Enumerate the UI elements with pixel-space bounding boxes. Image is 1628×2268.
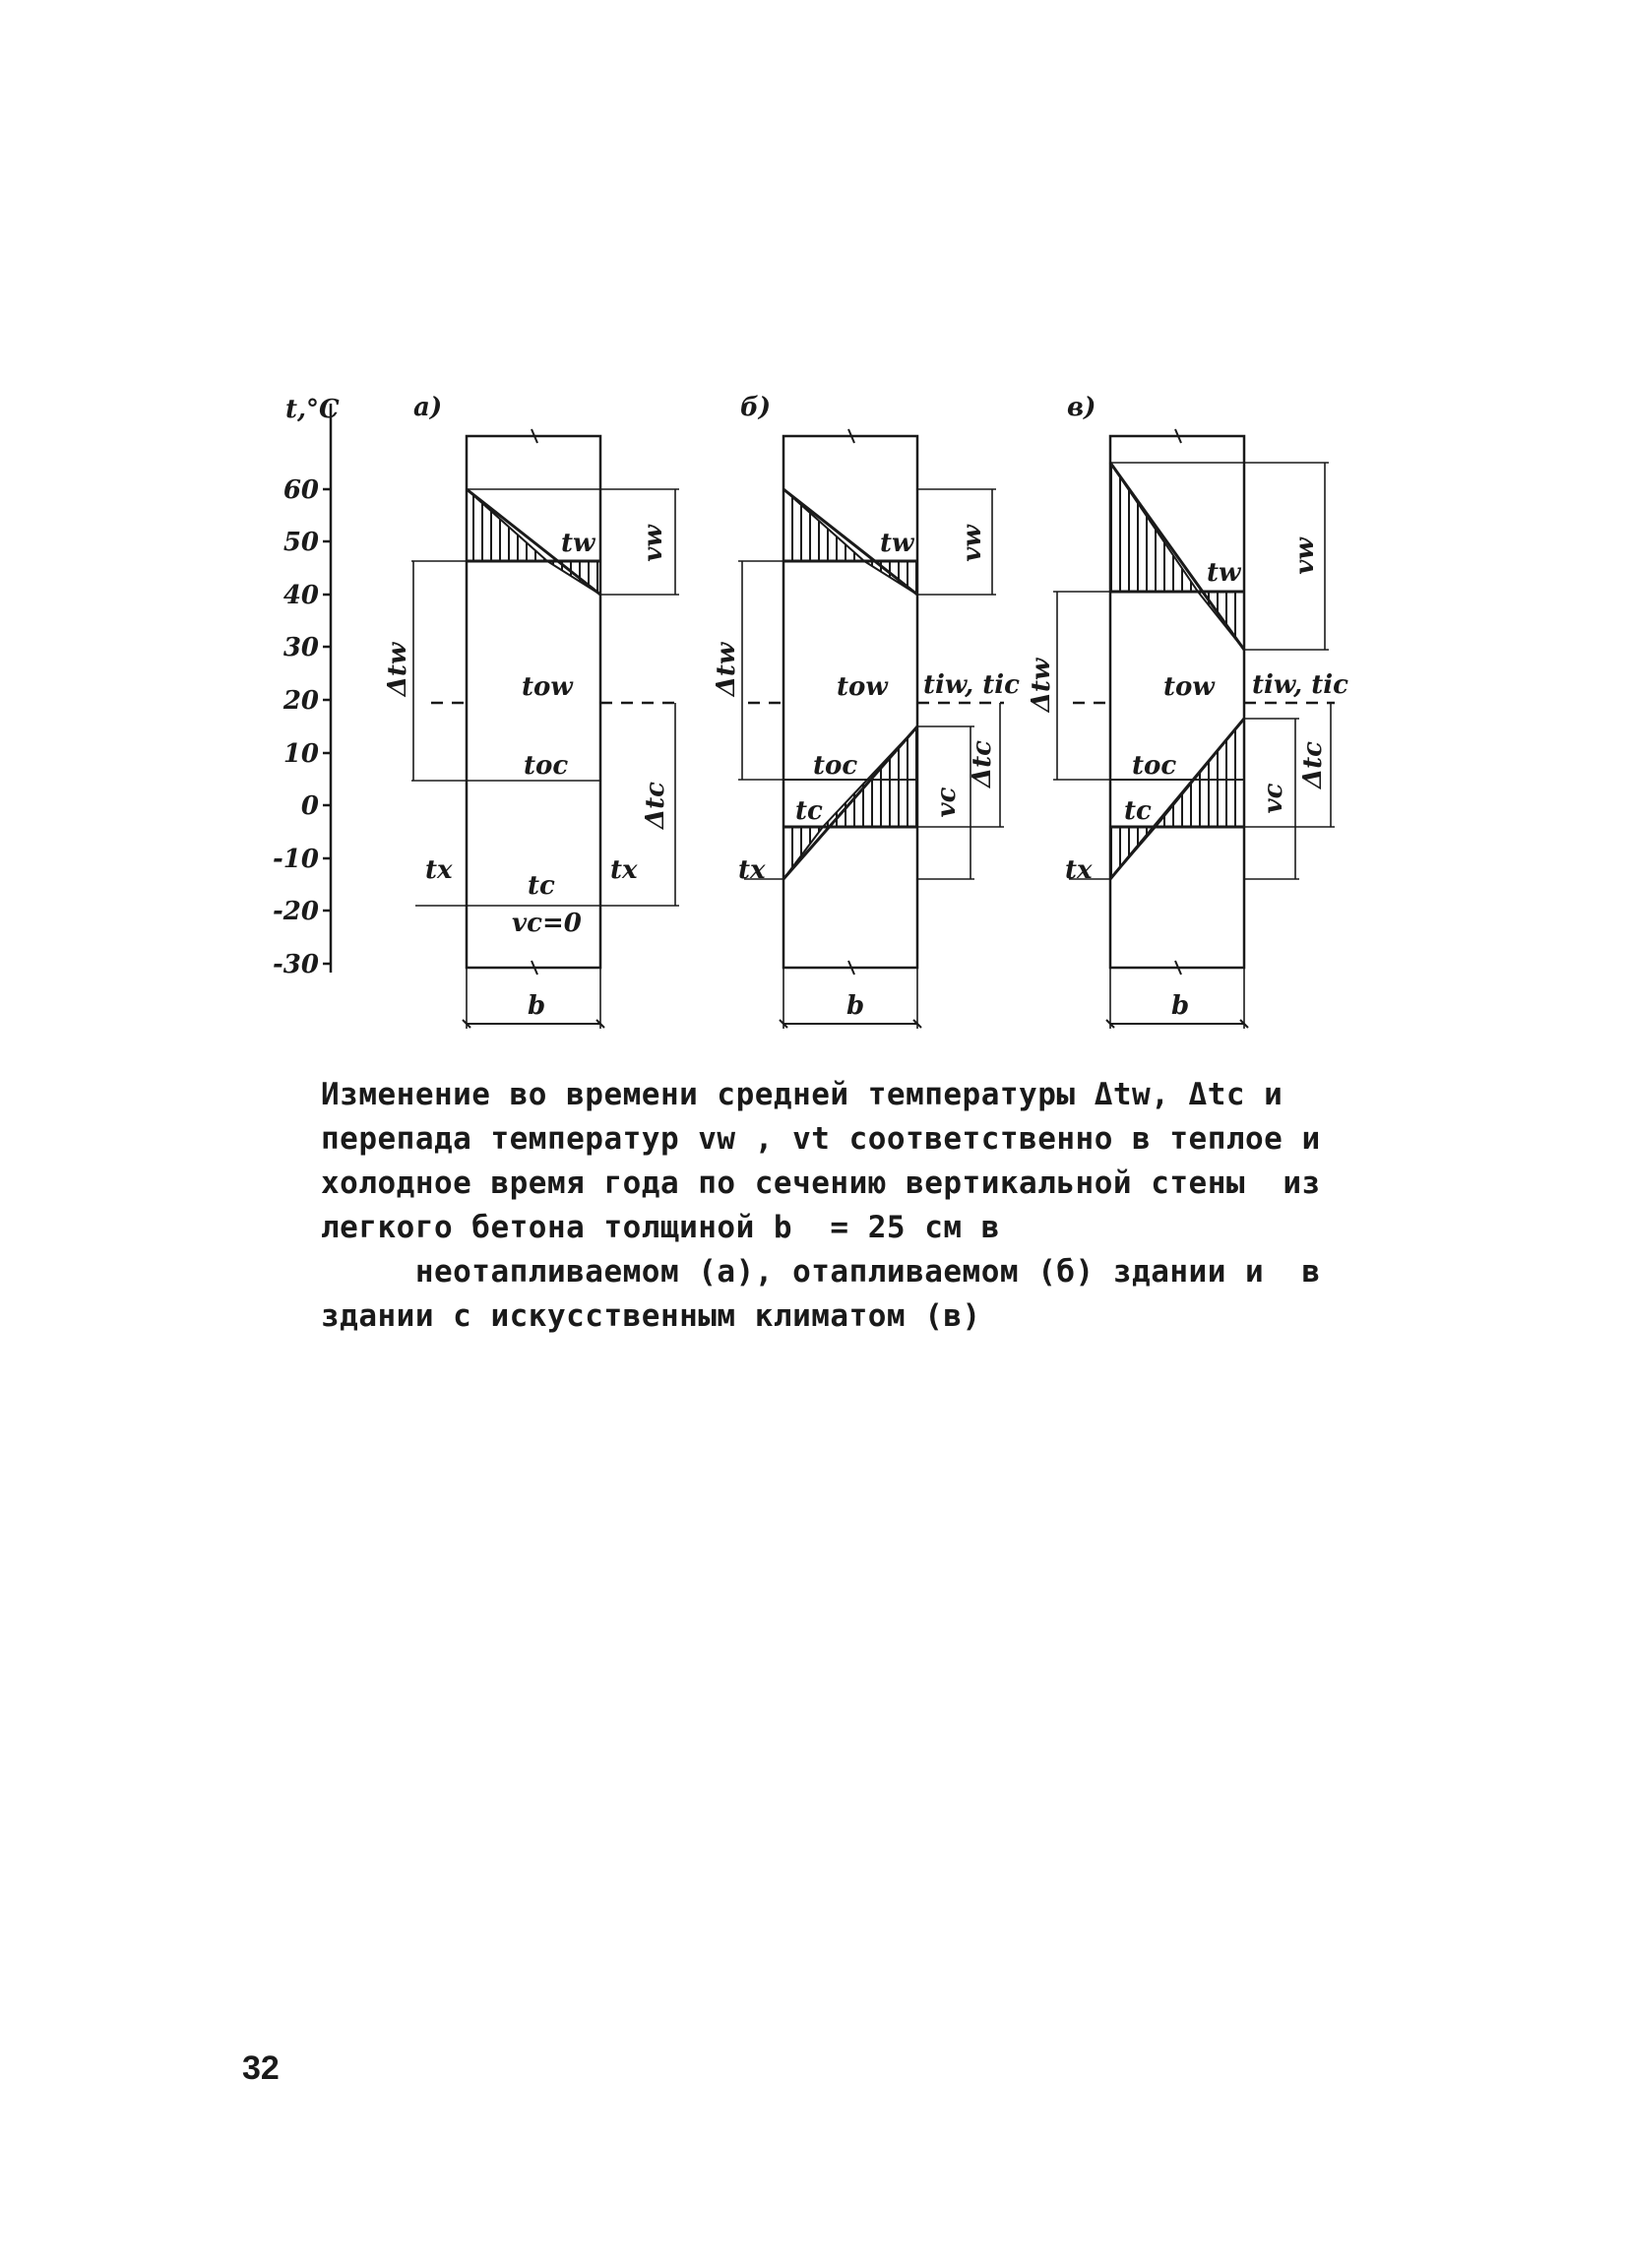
label-vw: vw bbox=[1290, 537, 1320, 575]
label-toc: toc bbox=[1132, 751, 1177, 781]
label-tx: tx bbox=[1065, 855, 1093, 885]
temperature-diagram-figure bbox=[0, 0, 1628, 1043]
label-tx: tx bbox=[610, 855, 638, 885]
label-vc: vc bbox=[1259, 783, 1288, 814]
label-tw: tw bbox=[561, 529, 595, 558]
label-tc: tc bbox=[1124, 796, 1152, 826]
tick-label: -30 bbox=[273, 950, 319, 979]
tick-label: 10 bbox=[282, 739, 319, 769]
caption-line: холодное время года по сечению вертикальной стены из bbox=[321, 1166, 1321, 1201]
figure-caption bbox=[321, 1073, 1374, 1339]
label-b: b bbox=[528, 991, 546, 1021]
label-tc: tc bbox=[528, 871, 555, 901]
tick-label: 20 bbox=[282, 686, 319, 716]
temperature-axis bbox=[323, 404, 331, 973]
panel-letter: a) bbox=[413, 393, 443, 422]
tick-label: 60 bbox=[282, 475, 319, 505]
label-toc: toc bbox=[524, 751, 569, 781]
axis-label: t,°C bbox=[285, 395, 340, 424]
tick-label: -20 bbox=[273, 897, 319, 926]
label-b: b bbox=[846, 991, 865, 1021]
label-tx: tx bbox=[425, 855, 453, 885]
tick-label: 0 bbox=[300, 791, 319, 821]
label-delta-tc: Δtc bbox=[1298, 740, 1328, 789]
label-vc-zero: vc=0 bbox=[512, 909, 582, 938]
label-tow: tow bbox=[837, 672, 888, 702]
label-delta-tc: Δtc bbox=[968, 739, 997, 788]
caption-line: Изменение во времени средней температуры Δtw, Δtc и bbox=[321, 1077, 1284, 1112]
tick-label: -10 bbox=[273, 845, 319, 874]
label-vw: vw bbox=[639, 525, 668, 562]
panel-a bbox=[411, 429, 679, 1029]
caption-line: здании с искусственным климатом (в) bbox=[321, 1298, 981, 1334]
label-tw: tw bbox=[1207, 558, 1241, 588]
label-tiw-tic: tiw, tic bbox=[1252, 670, 1348, 700]
label-tow: tow bbox=[1163, 672, 1215, 702]
caption-line: легкого бетона толщиной b = 25 см в bbox=[321, 1210, 1000, 1245]
panel-v bbox=[1053, 429, 1335, 1029]
tick-label: 30 bbox=[282, 633, 319, 662]
label-tow: tow bbox=[522, 672, 573, 702]
label-tiw-tic: tiw, tic bbox=[923, 670, 1020, 700]
label-vc: vc bbox=[932, 787, 962, 818]
label-b: b bbox=[1171, 991, 1190, 1021]
label-delta-tw: Δtw bbox=[712, 642, 741, 697]
tick-label: 50 bbox=[282, 528, 319, 557]
label-delta-tw: Δtw bbox=[1027, 658, 1056, 713]
panel-b bbox=[738, 429, 1004, 1029]
label-tc: tc bbox=[795, 796, 823, 826]
caption-line: перепада температур vw , vt соответственно в теплое и bbox=[321, 1121, 1321, 1157]
label-toc: toc bbox=[813, 751, 858, 781]
panel-letter: в) bbox=[1067, 393, 1096, 422]
label-delta-tc: Δtc bbox=[641, 781, 670, 830]
label-vw: vw bbox=[958, 525, 987, 562]
panel-letter: б) bbox=[740, 393, 772, 422]
label-delta-tw: Δtw bbox=[383, 642, 412, 697]
page-number: 32 bbox=[242, 2049, 280, 2087]
tick-label: 40 bbox=[282, 581, 319, 610]
label-tw: tw bbox=[880, 529, 914, 558]
label-tx: tx bbox=[738, 855, 766, 885]
caption-line: неотапливаемом (а), отапливаемом (б) здании и в bbox=[321, 1254, 1321, 1290]
